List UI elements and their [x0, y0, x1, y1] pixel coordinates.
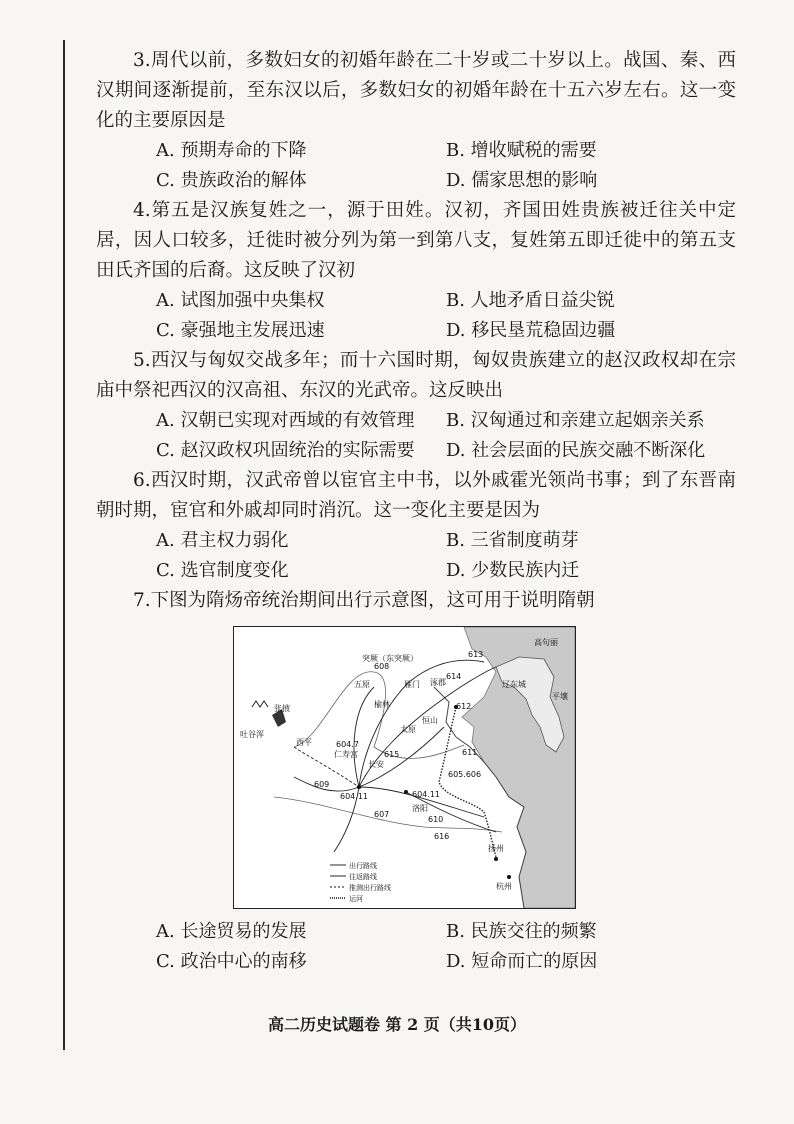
question-3-options [156, 136, 736, 196]
year-label: 612 [456, 702, 472, 711]
question-3-stem: 3.周代以前，多数妇女的初婚年龄在二十岁或二十岁以上。战国、秦、西汉期间逐渐提前，至东汉以后，多数妇女的初婚年龄在十五六岁左右。这一变化的主要原因是 [96, 50, 736, 131]
map-label: 太原 [400, 725, 416, 734]
question-4-options [156, 286, 736, 346]
map-label: 吐谷浑 [240, 730, 264, 739]
option-a[interactable]: A. 君主权力弱化 [156, 530, 289, 551]
option-c[interactable]: C. 选官制度变化 [156, 560, 289, 581]
option-d[interactable]: D. 移民垦荒稳固边疆 [446, 320, 616, 341]
year-label: 604.7 [336, 740, 359, 749]
option-d[interactable]: D. 社会层面的民族交融不断深化 [446, 440, 706, 461]
year-label: 608 [374, 662, 390, 671]
page-footer: 高二历史试题卷 第 2 页（共10页） [267, 1015, 527, 1034]
question-4-stem: 4.第五是汉族复姓之一，源于田姓。汉初，齐国田姓贵族被迁往关中定居，因人口较多，迁徙时被分列为第一到第八支，复姓第五即迁徙中的第五支田氏齐国的后裔。这反映了汉初 [96, 200, 736, 281]
map-label: 仁寿宫 [334, 750, 358, 759]
question-7-stem: 7.下图为隋炀帝统治期间出行示意图，这可用于说明隋朝 [133, 590, 595, 611]
question-6-stem: 6.西汉时期，汉武帝曾以宦官主中书，以外戚霍光领尚书事；到了东晋南朝时期，宦官和外戚却同时消沉。这一变化主要是因为 [96, 470, 736, 521]
legend-item: 往返路线 [349, 873, 377, 881]
option-c[interactable]: C. 政治中心的南移 [156, 951, 307, 972]
option-b[interactable]: B. 民族交往的频繁 [446, 921, 597, 942]
year-label: 605.606 [448, 770, 482, 779]
legend-item: 出行路线 [349, 862, 377, 870]
zhangye-mark [252, 701, 268, 707]
year-label: 611 [462, 748, 478, 757]
question-5-stem: 5.西汉与匈奴交战多年；而十六国时期，匈奴贵族建立的赵汉政权却在宗庙中祭祀西汉的汉高祖、东汉的光武帝。这反映出 [96, 350, 736, 401]
year-label: 616 [434, 832, 450, 841]
question-6-options [156, 526, 736, 586]
option-c[interactable]: C. 贵族政治的解体 [156, 170, 307, 191]
option-d[interactable]: D. 少数民族内迁 [446, 560, 580, 581]
map-label: 高句丽 [534, 638, 558, 647]
map-label: 西平 [296, 738, 312, 747]
map-legend [330, 861, 391, 903]
map-label: 五原 [354, 680, 370, 689]
map-svg [234, 627, 575, 908]
option-c[interactable]: C. 豪强地主发展迅速 [156, 320, 325, 341]
option-a[interactable]: A. 试图加强中央集权 [156, 290, 325, 311]
sui-yangdi-travel-map [233, 626, 576, 909]
year-label: 613 [468, 650, 484, 659]
map-label: 突厥（东突厥） [362, 654, 418, 663]
option-d[interactable]: D. 儒家思想的影响 [446, 170, 598, 191]
exam-page [96, 46, 736, 977]
option-b[interactable]: B. 汉匈通过和亲建立起姻亲关系 [446, 410, 705, 431]
question-5-options [156, 406, 736, 466]
map-label: 杭州 [496, 882, 512, 891]
year-label: 604.11 [340, 792, 368, 801]
map-label: 张掖 [274, 704, 290, 713]
option-b[interactable]: B. 增收赋税的需要 [446, 140, 597, 161]
option-a[interactable]: A. 预期寿命的下降 [156, 140, 307, 161]
option-c[interactable]: C. 赵汉政权巩固统治的实际需要 [156, 440, 415, 461]
year-label: 610 [428, 815, 444, 824]
map-label: 平壤 [552, 692, 568, 701]
map-label: 扬州 [488, 844, 504, 853]
legend-item: 推测出行路线 [349, 884, 391, 892]
margin-line [63, 40, 65, 1050]
map-label: 榆林 [374, 700, 390, 709]
option-a[interactable]: A. 长途贸易的发展 [156, 921, 307, 942]
map-label: 雁门 [404, 680, 420, 689]
map-label: 长安 [368, 760, 384, 769]
option-b[interactable]: B. 人地矛盾日益尖锐 [446, 290, 615, 311]
question-7-options [156, 917, 736, 977]
map-label: 涿郡 [430, 678, 446, 687]
year-label: 615 [384, 750, 400, 759]
map-label: 洛阳 [412, 804, 428, 813]
option-a[interactable]: A. 汉朝已实现对西域的有效管理 [156, 410, 415, 431]
map-label: 辽东城 [502, 680, 526, 689]
year-label: 607 [374, 810, 390, 819]
option-d[interactable]: D. 短命而亡的原因 [446, 951, 598, 972]
year-label: 604.11 [412, 790, 440, 799]
year-label: 609 [314, 780, 330, 789]
year-label: 614 [446, 672, 462, 681]
option-b[interactable]: B. 三省制度萌芽 [446, 530, 579, 551]
legend-item: 运河 [349, 895, 363, 903]
map-label: 恒山 [422, 716, 438, 725]
